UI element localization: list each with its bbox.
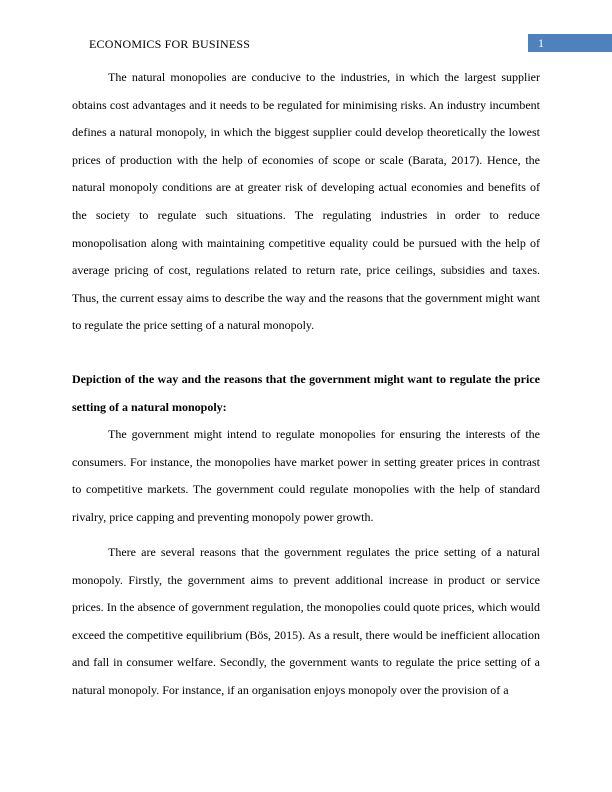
page-number-badge (528, 34, 612, 52)
body-block-2 (72, 366, 540, 532)
body-paragraph-3: There are several reasons that the government regulates the price setting of a natural monopoly. Firstly, the government aims to prevent additional increase in product or service prices. In the absence of government regulation, the monopolies could quote prices, which would exceed the competitive equilibrium (Bös, 2015). As a result, there would be inefficient allocation and fall in consumer welfare. Secondly, the government wants to regulate the price setting of a natural monopoly. For instance, if an organisation enjoys monopoly over the provision of a (72, 545, 540, 697)
section-heading: Depiction of the way and the reasons that the government might want to regulate the price setting of a natural monopoly: (72, 372, 540, 414)
intro-paragraph: The natural monopolies are conducive to the industries, in which the largest supplier obtains cost advantages and it needs to be regulated for minimising risks. An industry incumbent defines a natural monopoly, in which the biggest supplier could develop theoretically the lowest prices of production with the help of economies of scope or scale (Barata, 2017). Hence, the natural monopoly conditions are at greater risk of developing actual economies and benefits of the society to regulate such situations. The regulating industries in order to reduce monopolisation along with maintaining competitive equality could be pursued with the help of average pricing of cost, regulations related to return rate, price ceilings, subsidies and taxes. Thus, the current essay aims to describe the way and the reasons that the government might want to regulate the price setting of a natural monopoly. (72, 70, 540, 333)
body-block-3 (72, 539, 540, 705)
running-head: ECONOMICS FOR BUSINESS (89, 37, 251, 51)
page-number: 1 (538, 36, 544, 50)
body-block-1 (72, 64, 540, 340)
body-paragraph-2: The government might intend to regulate monopolies for ensuring the interests of the consumers. For instance, the monopolies have market power in setting greater prices in contrast to competitive markets. The government could regulate monopolies with the help of standard rivalry, price capping and preventing monopoly power growth. (72, 427, 540, 524)
